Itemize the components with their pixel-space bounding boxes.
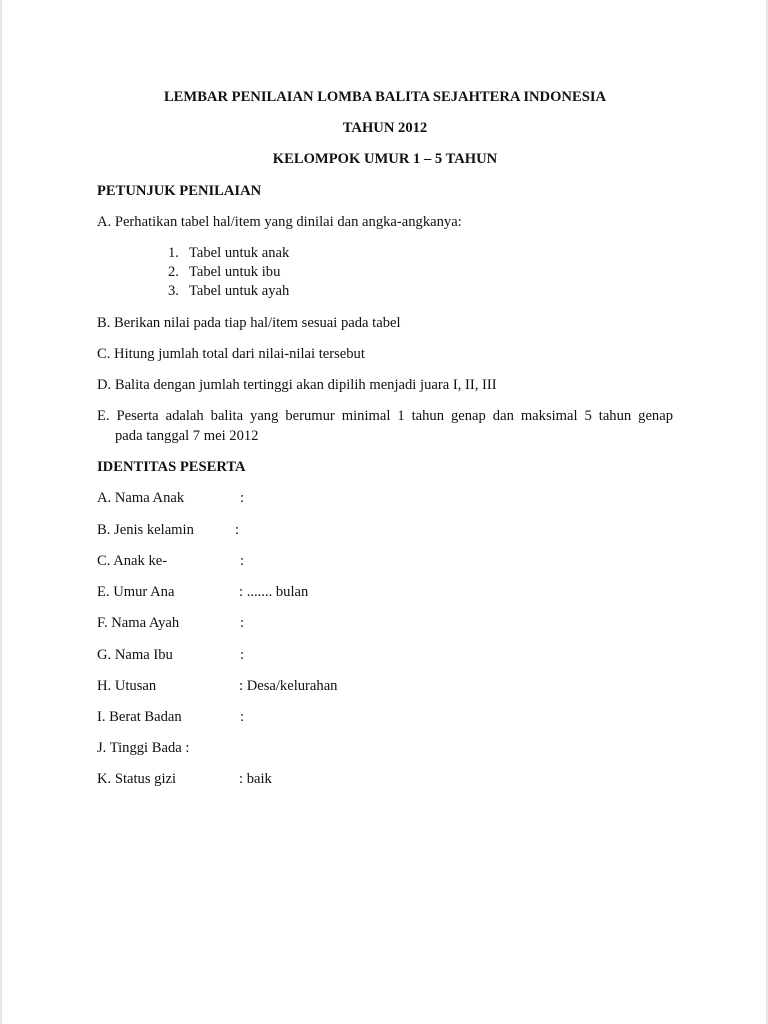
list-item-text: Tabel untuk anak (189, 245, 290, 261)
field-label: G. Nama Ibu (97, 647, 173, 663)
field-label: J. Tinggi Bada : (97, 740, 190, 756)
field-value: : Desa/kelurahan (239, 678, 338, 694)
field-label: B. Jenis kelamin (97, 522, 194, 538)
list-item (168, 282, 289, 300)
field-label: H. Utusan (97, 678, 157, 694)
list-item-number: 2. (168, 264, 179, 280)
field-label: K. Status gizi (97, 771, 177, 787)
list-item-text: Tabel untuk ayah (189, 283, 290, 299)
field-value: : (240, 709, 245, 725)
field-label: E. Umur Ana (97, 584, 175, 600)
field-value: : (240, 647, 245, 663)
instruction-a: A. Perhatikan tabel hal/item yang dinilai dan angka-angkanya: (97, 214, 462, 230)
list-item (168, 244, 289, 262)
list-item (168, 263, 280, 281)
field-value: : ....... bulan (239, 584, 309, 600)
list-item-number: 1. (168, 245, 179, 261)
document-page (2, 0, 766, 1024)
field-value: : (240, 490, 245, 506)
instruction-e-line2: pada tanggal 7 mei 2012 (115, 428, 259, 444)
field-label: A. Nama Anak (97, 490, 185, 506)
field-label: I. Berat Badan (97, 709, 182, 725)
field-value: : (240, 553, 245, 569)
field-value: : (235, 522, 240, 538)
instruction-b: B. Berikan nilai pada tiap hal/item sesuai pada tabel (97, 315, 401, 331)
list-item-number: 3. (168, 283, 179, 299)
instructions-heading: PETUNJUK PENILAIAN (97, 183, 262, 199)
instruction-d: D. Balita dengan jumlah tertinggi akan dipilih menjadi juara I, II, III (97, 377, 497, 393)
document-title: LEMBAR PENILAIAN LOMBA BALITA SEJAHTERA INDONESIA (163, 89, 607, 105)
field-value: : baik (239, 771, 272, 787)
field-label: C. Anak ke- (97, 553, 168, 569)
field-value: : (240, 615, 245, 631)
list-item-text: Tabel untuk ibu (189, 264, 281, 280)
document-year: TAHUN 2012 (342, 120, 428, 136)
field-label: F. Nama Ayah (97, 615, 180, 631)
instruction-c: C. Hitung jumlah total dari nilai-nilai tersebut (97, 346, 365, 362)
document-age-group: KELOMPOK UMUR 1 – 5 TAHUN (272, 151, 498, 167)
instruction-e-line1: E. Peserta adalah balita yang berumur minimal 1 tahun genap dan maksimal 5 tahun genap (97, 408, 673, 424)
identity-heading: IDENTITAS PESERTA (97, 459, 246, 475)
